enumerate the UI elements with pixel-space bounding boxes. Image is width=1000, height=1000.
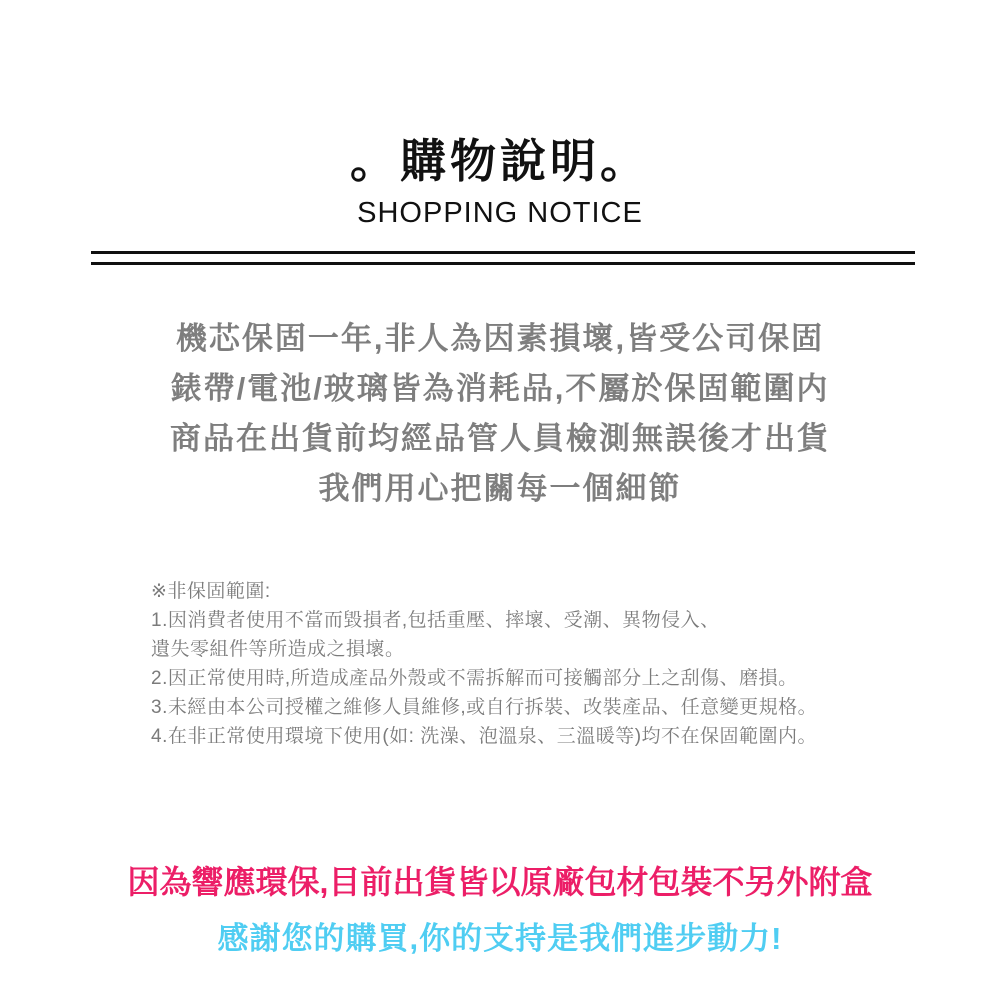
exclusions-heading: ※非保固範圍: (151, 581, 271, 602)
double-divider (91, 251, 915, 265)
warranty-paragraph (0, 314, 1000, 514)
exclusion-item: 2.因正常使用時,所造成產品外殼或不需拆解而可接觸部分上之刮傷、磨損。 (151, 668, 798, 689)
warranty-line: 機芯保固一年,非人為因素損壞,皆受公司保固 (175, 321, 825, 356)
warranty-line: 錶帶/電池/玻璃皆為消耗品,不屬於保固範圍内 (170, 371, 830, 406)
warranty-line: 我們用心把關每一個細節 (318, 471, 682, 506)
warranty-exclusions-list (151, 577, 911, 751)
page-subtitle: SHOPPING NOTICE (357, 197, 643, 229)
exclusion-item-continuation: 遺失零組件等所造成之損壞。 (151, 639, 405, 660)
eco-packaging-notice: 因為響應環保,目前出貨皆以原廠包材包裝不另外附盒 (127, 864, 873, 900)
exclusion-item: 3.未經由本公司授權之維修人員維修,或自行拆裝、改裝產品、任意變更規格。 (151, 697, 818, 718)
exclusion-item: 4.在非正常使用環境下使用(如: 洗澡、泡溫泉、三溫暖等)均不在保固範圍内。 (151, 726, 818, 747)
exclusion-item: 1.因消費者使用不當而毀損者,包括重壓、摔壞、受潮、異物侵入、 (151, 610, 720, 631)
warranty-line: 商品在出貨前均經品管人員檢測無誤後才出貨 (170, 421, 830, 456)
page-title: 。購物說明。 (350, 135, 650, 187)
thanks-message: 感謝您的購買,你的支持是我們進步動力! (217, 921, 783, 956)
